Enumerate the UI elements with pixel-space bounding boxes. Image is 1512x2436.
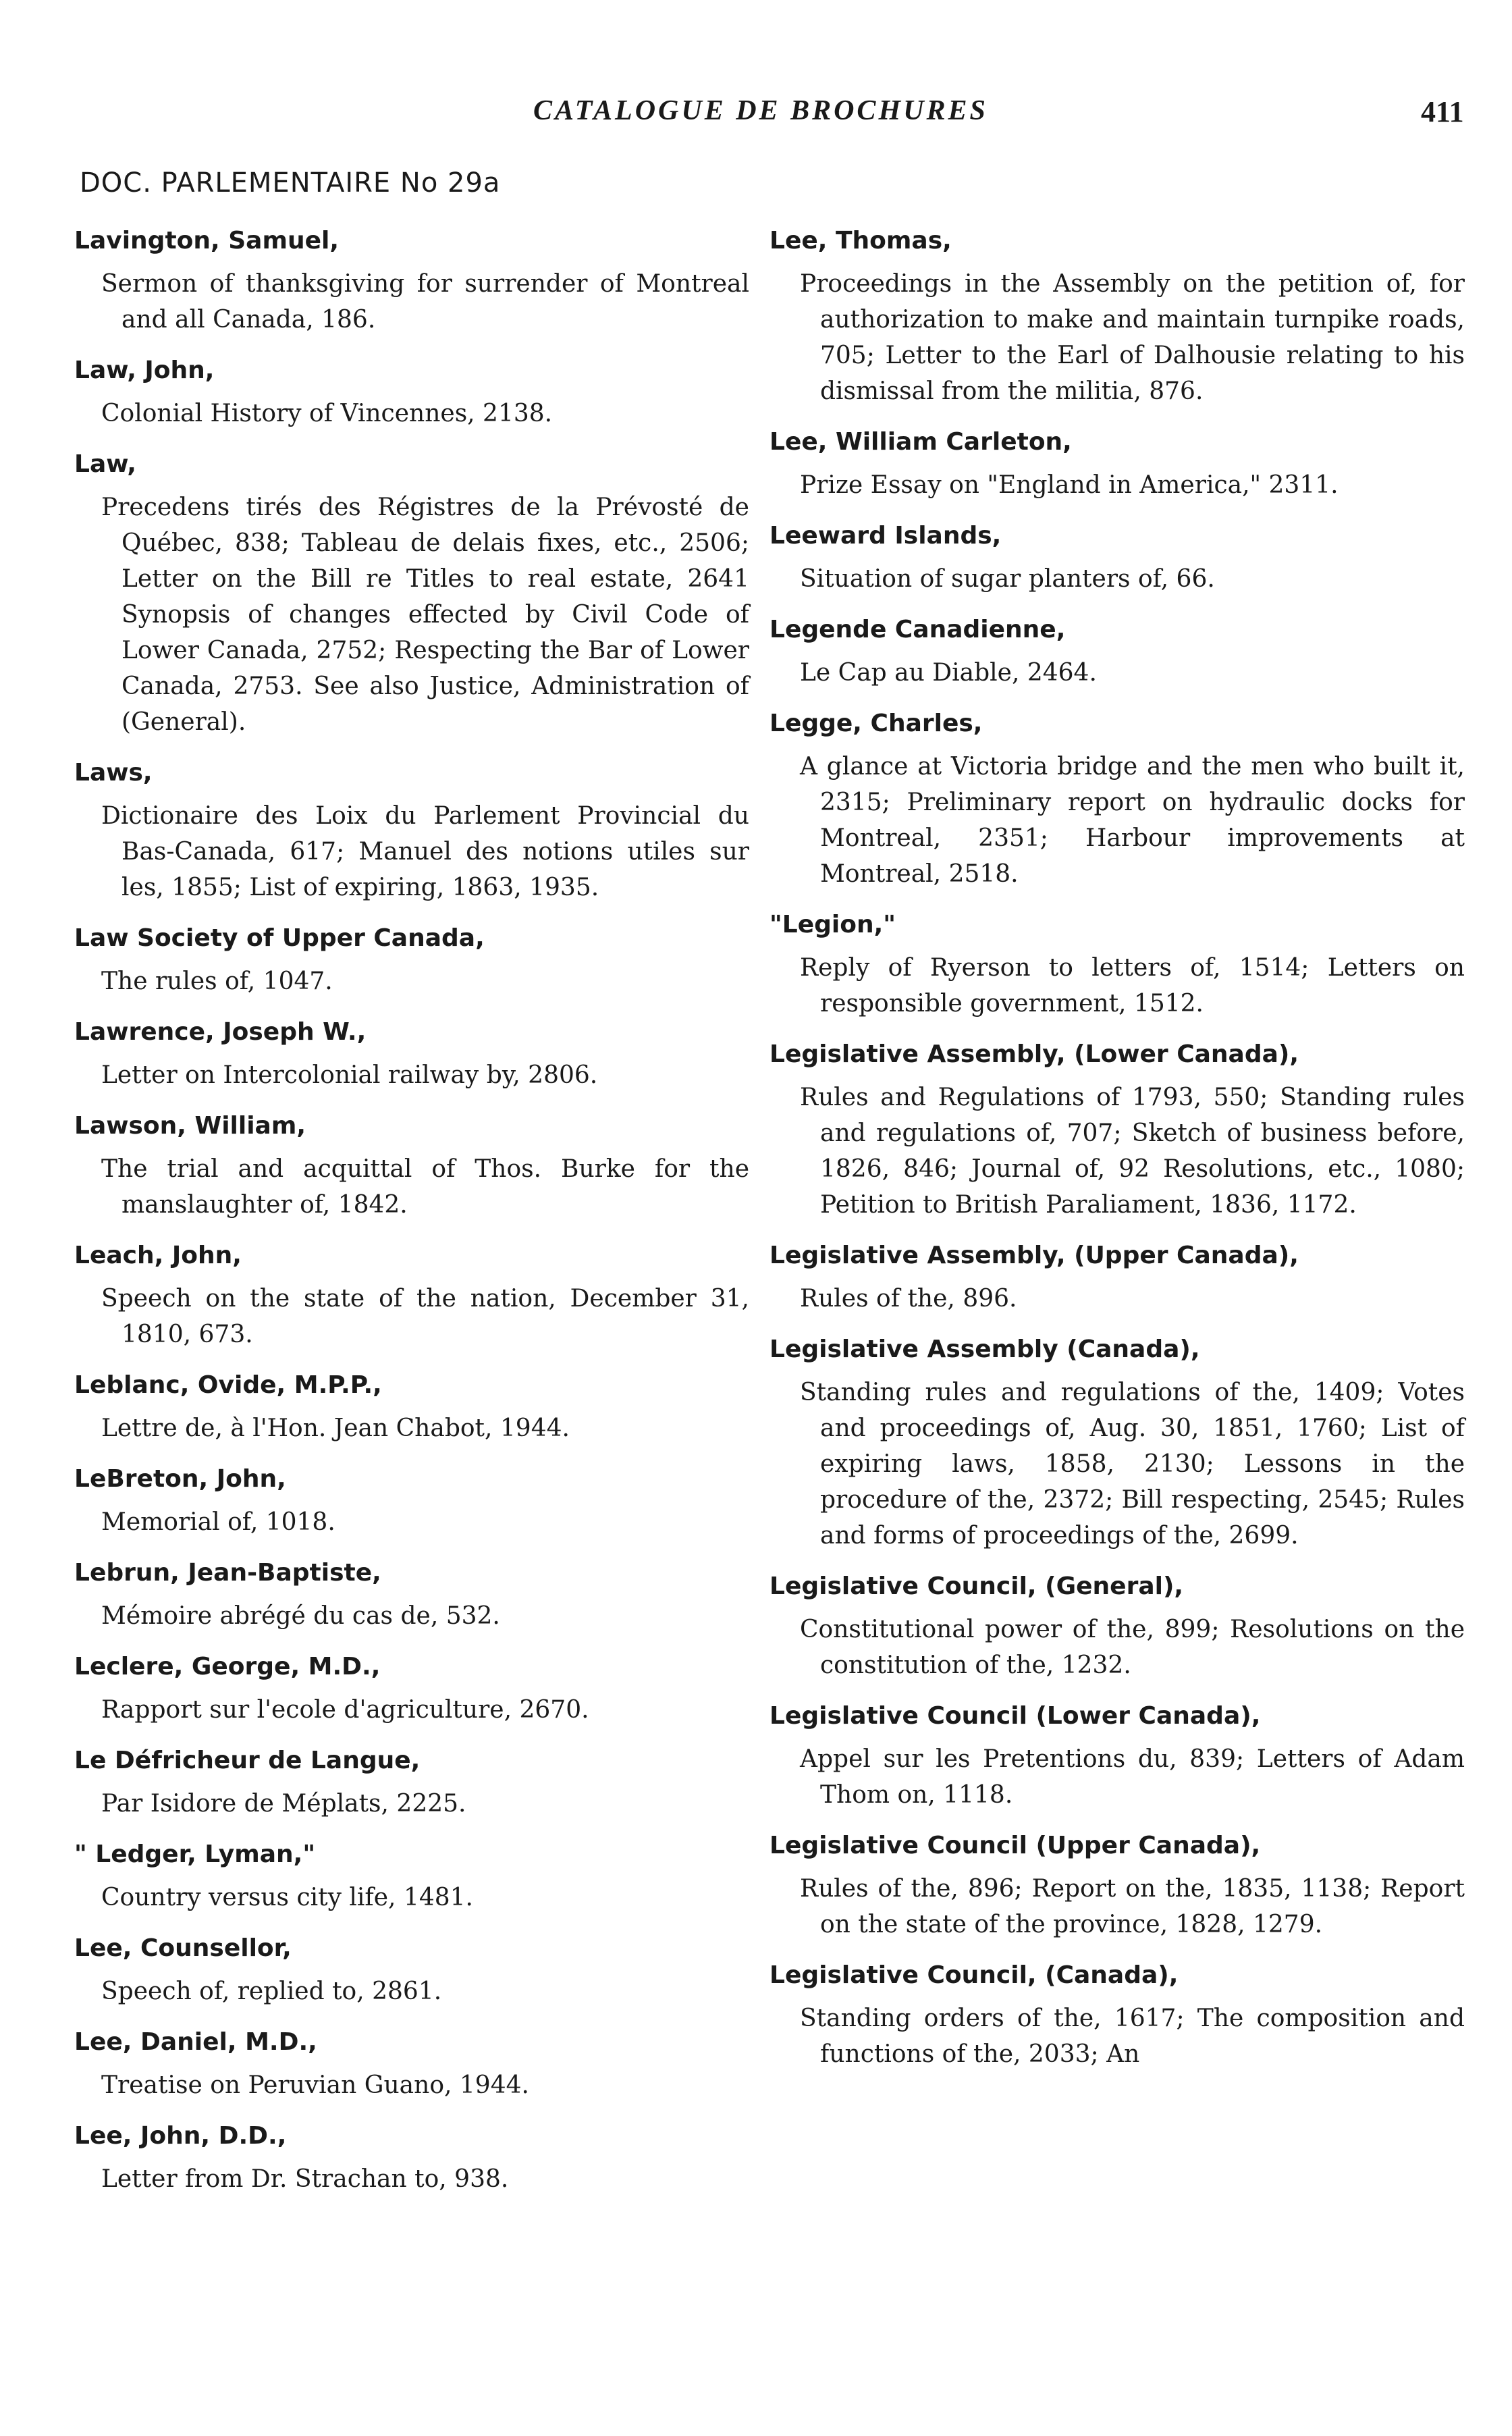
catalogue-entry [74, 755, 749, 905]
entry-body: Standing orders of the, 1617; The composition and functions of the, 2033; An [800, 2005, 1465, 2068]
entry-body: Mémoire abrégé du cas de, 532. [101, 1602, 500, 1630]
entry-body: Treatise on Peruvian Guano, 1944. [101, 2071, 529, 2099]
entry-body: Letter on Intercolonial railway by, 2806. [101, 1061, 598, 1089]
entry-body: Constitutional power of the, 899; Resolutions on the constitution of the, 1232. [800, 1616, 1465, 1679]
entry-body: The trial and acquittal of Thos. Burke for the manslaughter of, 1842. [101, 1155, 749, 1219]
entry-body: Country versus city life, 1481. [101, 1884, 474, 1911]
entry-body: Precedens tirés des Régistres de la Prévosté de Québec, 838; Tableau de delais fixes, etc., 2506; Letter on the Bill re Titles to real estate, 2641 Synopsis of changes effected by Civil Code of Lower Canada, 2752; Respecting the Bar of Lower Canada, 2753. See also Justice, Administration of (General). [101, 494, 749, 736]
catalogue-entry [74, 1367, 749, 1446]
catalogue-entry [74, 2024, 749, 2103]
catalogue-entry [770, 1568, 1465, 1683]
catalogue-entry [74, 920, 749, 999]
entry-heading: Legislative Assembly, (Lower Canada), [770, 1040, 1299, 1068]
entry-body: A glance at Victoria bridge and the men who built it, 2315; Preliminary report on hydraulic docks for Montreal, 2351; Harbour improvements at Montreal, 2518. [800, 753, 1465, 888]
catalogue-entry [74, 2118, 749, 2197]
catalogue-entry [74, 223, 749, 338]
entry-body: Lettre de, à l'Hon. Jean Chabot, 1944. [101, 1414, 570, 1442]
entry-heading: Legislative Assembly (Canada), [770, 1335, 1200, 1363]
entry-body: Le Cap au Diable, 2464. [800, 659, 1097, 687]
catalogue-entry [74, 1461, 749, 1540]
entry-body: Speech of, replied to, 2861. [101, 1978, 442, 2005]
entry-heading: Legislative Council, (Canada), [770, 1961, 1179, 1989]
catalogue-entry [770, 706, 1465, 892]
entry-heading: Legislative Council (Lower Canada), [770, 1702, 1261, 1730]
catalogue-entry [74, 1836, 749, 1915]
entry-body: Rapport sur l'ecole d'agriculture, 2670. [101, 1696, 589, 1724]
entry-heading: "Legion," [770, 911, 896, 938]
entry-body: Situation of sugar planters of, 66. [800, 565, 1215, 593]
catalogue-entry [770, 1331, 1465, 1554]
entry-body: Memorial of, 1018. [101, 1508, 335, 1536]
entry-heading: " Ledger, Lyman," [74, 1841, 316, 1868]
entry-body: Rules and Regulations of 1793, 550; Standing rules and regulations of, 707; Sketch of business before, 1826, 846; Journal of, 92 Resolutions, etc., 1080; Petition to British Paraliament, 1836, 1172. [800, 1084, 1465, 1219]
catalogue-entry [74, 1930, 749, 2009]
entry-heading: Lawrence, Joseph W., [74, 1018, 367, 1046]
entry-heading: Legislative Council (Upper Canada), [770, 1832, 1261, 1859]
entry-body: Sermon of thanksgiving for surrender of Montreal and all Canada, 186. [101, 270, 749, 334]
catalogue-entry [770, 1238, 1465, 1317]
entry-heading: Lawson, William, [74, 1112, 306, 1140]
entry-heading: Law Society of Upper Canada, [74, 924, 485, 952]
entry-heading: Lee, Daniel, M.D., [74, 2028, 317, 2056]
entry-heading: Lebrun, Jean-Baptiste, [74, 1559, 381, 1587]
catalogue-entry [74, 1743, 749, 1822]
entry-heading: Law, [74, 450, 136, 478]
entry-heading: Leeward Islands, [770, 522, 1002, 550]
catalogue-entry [770, 424, 1465, 503]
entry-heading: Le Défricheur de Langue, [74, 1747, 421, 1774]
catalogue-entry [74, 1014, 749, 1093]
entry-heading: Lee, William Carleton, [770, 428, 1072, 456]
running-title: CATALOGUE DE BROCHURES [533, 95, 988, 126]
catalogue-entry [74, 1238, 749, 1352]
entry-heading: LeBreton, John, [74, 1465, 286, 1493]
entry-body: Speech on the state of the nation, December 31, 1810, 673. [101, 1285, 749, 1348]
catalogue-entry [74, 446, 749, 740]
entry-body: Par Isidore de Méplats, 2225. [101, 1790, 466, 1818]
entry-body: Dictionaire des Loix du Parlement Provincial du Bas-Canada, 617; Manuel des notions utiles sur les, 1855; List of expiring, 1863, 1935. [101, 802, 749, 901]
entry-body: Standing rules and regulations of the, 1409; Votes and proceedings of, Aug. 30, 1851, 1760; List of expiring laws, 1858, 2130; Lessons in the procedure of the, 2372; Bill respecting, 2545; Rules and forms of proceedings of the, 2699. [800, 1379, 1465, 1550]
catalogue-entry [770, 1957, 1465, 2072]
entry-body: Reply of Ryerson to letters of, 1514; Letters on responsible government, 1512. [800, 954, 1465, 1017]
catalogue-entry [770, 907, 1465, 1022]
entry-heading: Laws, [74, 759, 153, 787]
entry-heading: Legende Canadienne, [770, 616, 1066, 643]
page-number: 411 [1421, 95, 1464, 128]
entry-body: Rules of the, 896; Report on the, 1835, 1138; Report on the state of the province, 1828, 1279. [800, 1875, 1465, 1938]
catalogue-entry [770, 223, 1465, 409]
catalogue-entry [74, 1108, 749, 1223]
entry-heading: Lee, Counsellor, [74, 1934, 292, 1962]
catalogue-entry [770, 1828, 1465, 1942]
entry-heading: Lavington, Samuel, [74, 227, 340, 255]
right-column [770, 223, 1465, 2087]
entry-body: Rules of the, 896. [800, 1285, 1017, 1313]
catalogue-entry [770, 612, 1465, 691]
catalogue-entry [74, 1555, 749, 1634]
catalogue-entry [74, 352, 749, 431]
document-label: DOC. PARLEMENTAIRE No 29a [80, 167, 501, 198]
entry-body: Proceedings in the Assembly on the petition of, for authorization to make and maintain turnpike roads, 705; Letter to the Earl of Dalhousie relating to his dismissal from the militia, 876. [800, 270, 1465, 405]
entry-heading: Legislative Council, (General), [770, 1572, 1184, 1600]
entry-body: Colonial History of Vincennes, 2138. [101, 400, 553, 427]
catalogue-entry [74, 1649, 749, 1728]
entry-heading: Lee, Thomas, [770, 227, 952, 255]
entry-heading: Leclere, George, M.D., [74, 1653, 381, 1680]
catalogue-entry [770, 1698, 1465, 1813]
entry-heading: Legislative Assembly, (Upper Canada), [770, 1242, 1299, 1269]
left-column [74, 223, 749, 2212]
entry-body: Prize Essay on "England in America," 2311. [800, 471, 1339, 499]
catalogue-entry [770, 1036, 1465, 1223]
entry-heading: Lee, John, D.D., [74, 2122, 287, 2150]
entry-body: Appel sur les Pretentions du, 839; Letters of Adam Thom on, 1118. [800, 1745, 1465, 1809]
entry-heading: Legge, Charles, [770, 710, 983, 737]
catalogue-entry [770, 518, 1465, 597]
entry-heading: Leach, John, [74, 1242, 242, 1269]
entry-body: Letter from Dr. Strachan to, 938. [101, 2165, 509, 2193]
entry-body: The rules of, 1047. [101, 968, 333, 995]
entry-heading: Law, John, [74, 356, 215, 384]
entry-heading: Leblanc, Ovide, M.P.P., [74, 1371, 382, 1399]
